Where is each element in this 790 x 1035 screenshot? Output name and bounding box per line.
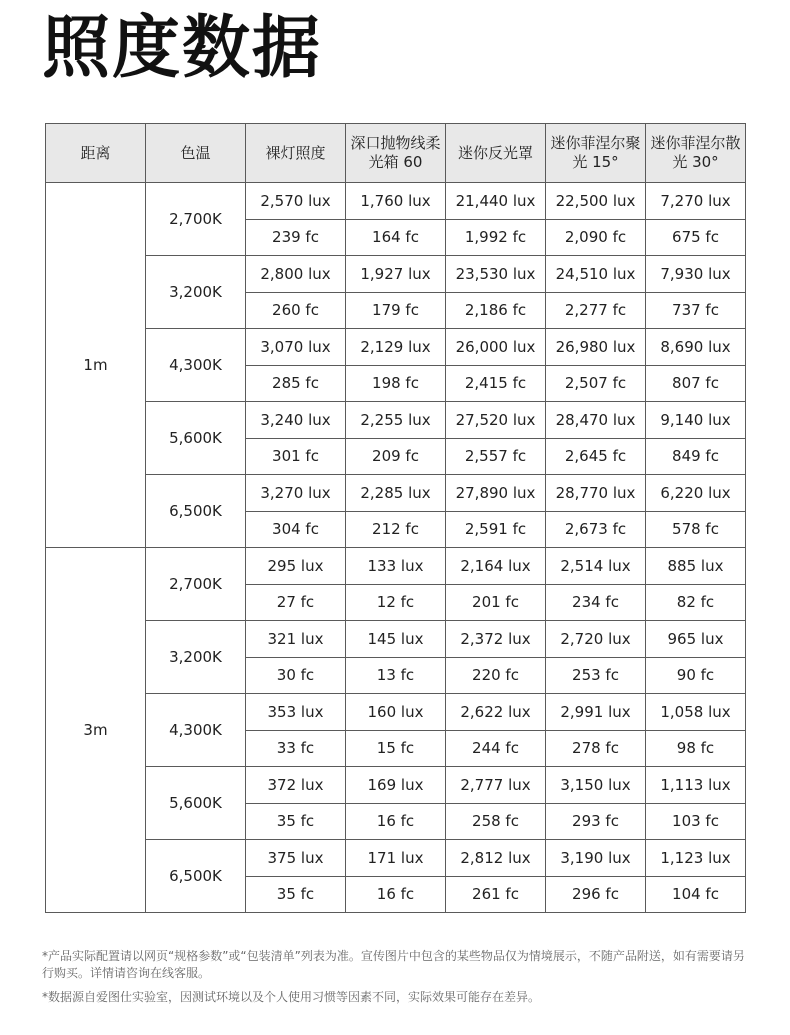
lux-value-cell: 26,000 lux	[446, 329, 546, 366]
fc-value-cell: 103 fc	[646, 803, 746, 840]
distance-cell: 3m	[46, 548, 146, 913]
color-temp-cell: 3,200K	[146, 256, 246, 329]
color-temp-cell: 2,700K	[146, 548, 246, 621]
distance-cell: 1m	[46, 183, 146, 548]
table-row	[46, 548, 746, 585]
lux-value-cell: 22,500 lux	[546, 183, 646, 220]
lux-value-cell: 27,890 lux	[446, 475, 546, 512]
lux-value-cell: 145 lux	[346, 621, 446, 658]
table-row	[46, 402, 746, 439]
fc-value-cell: 35 fc	[246, 803, 346, 840]
fc-value-cell: 578 fc	[646, 511, 746, 548]
fc-value-cell: 82 fc	[646, 584, 746, 621]
table-row	[46, 840, 746, 877]
fc-value-cell: 849 fc	[646, 438, 746, 475]
lux-value-cell: 1,058 lux	[646, 694, 746, 731]
lux-value-cell: 2,812 lux	[446, 840, 546, 877]
header-bare-light: 裸灯照度	[246, 124, 346, 183]
page-title: 照度数据	[42, 9, 323, 88]
fc-value-cell: 15 fc	[346, 730, 446, 767]
fc-value-cell: 244 fc	[446, 730, 546, 767]
fc-value-cell: 33 fc	[246, 730, 346, 767]
fc-value-cell: 90 fc	[646, 657, 746, 694]
fc-value-cell: 164 fc	[346, 219, 446, 256]
lux-value-cell: 2,372 lux	[446, 621, 546, 658]
lux-value-cell: 375 lux	[246, 840, 346, 877]
lux-value-cell: 2,720 lux	[546, 621, 646, 658]
lux-value-cell: 24,510 lux	[546, 256, 646, 293]
table-row	[46, 621, 746, 658]
footnote-data-source: *数据源自爱图仕实验室，因测试环境以及个人使用习惯等因素不同，实际效果可能存在差异。	[42, 990, 541, 1004]
fc-value-cell: 12 fc	[346, 584, 446, 621]
color-temp-cell: 5,600K	[146, 402, 246, 475]
fc-value-cell: 30 fc	[246, 657, 346, 694]
lux-value-cell: 2,129 lux	[346, 329, 446, 366]
lux-value-cell: 3,240 lux	[246, 402, 346, 439]
color-temp-cell: 6,500K	[146, 840, 246, 913]
illuminance-table	[45, 123, 746, 913]
lux-value-cell: 26,980 lux	[546, 329, 646, 366]
fc-value-cell: 1,992 fc	[446, 219, 546, 256]
lux-value-cell: 28,770 lux	[546, 475, 646, 512]
lux-value-cell: 1,123 lux	[646, 840, 746, 877]
fc-value-cell: 2,673 fc	[546, 511, 646, 548]
fc-value-cell: 201 fc	[446, 584, 546, 621]
fc-value-cell: 258 fc	[446, 803, 546, 840]
fc-value-cell: 675 fc	[646, 219, 746, 256]
fc-value-cell: 212 fc	[346, 511, 446, 548]
color-temp-cell: 4,300K	[146, 329, 246, 402]
lux-value-cell: 372 lux	[246, 767, 346, 804]
table-row	[46, 475, 746, 512]
lux-value-cell: 321 lux	[246, 621, 346, 658]
lux-value-cell: 9,140 lux	[646, 402, 746, 439]
fc-value-cell: 2,277 fc	[546, 292, 646, 329]
fc-value-cell: 234 fc	[546, 584, 646, 621]
lux-value-cell: 2,164 lux	[446, 548, 546, 585]
lux-value-cell: 2,622 lux	[446, 694, 546, 731]
table-row	[46, 767, 746, 804]
lux-value-cell: 160 lux	[346, 694, 446, 731]
header-fresnel-flood: 迷你菲涅尔散光 30°	[646, 124, 746, 183]
fc-value-cell: 104 fc	[646, 876, 746, 913]
fc-value-cell: 2,645 fc	[546, 438, 646, 475]
lux-value-cell: 885 lux	[646, 548, 746, 585]
header-parabolic-softbox: 深口抛物线柔光箱 60	[346, 124, 446, 183]
fc-value-cell: 737 fc	[646, 292, 746, 329]
color-temp-cell: 6,500K	[146, 475, 246, 548]
fc-value-cell: 209 fc	[346, 438, 446, 475]
fc-value-cell: 304 fc	[246, 511, 346, 548]
fc-value-cell: 239 fc	[246, 219, 346, 256]
fc-value-cell: 2,507 fc	[546, 365, 646, 402]
color-temp-cell: 5,600K	[146, 767, 246, 840]
lux-value-cell: 7,930 lux	[646, 256, 746, 293]
fc-value-cell: 13 fc	[346, 657, 446, 694]
lux-value-cell: 353 lux	[246, 694, 346, 731]
color-temp-cell: 3,200K	[146, 621, 246, 694]
table-header-row	[46, 124, 746, 183]
fc-value-cell: 2,591 fc	[446, 511, 546, 548]
lux-value-cell: 2,570 lux	[246, 183, 346, 220]
table-row	[46, 183, 746, 220]
lux-value-cell: 6,220 lux	[646, 475, 746, 512]
fc-value-cell: 296 fc	[546, 876, 646, 913]
header-fresnel-spot: 迷你菲涅尔聚光 15°	[546, 124, 646, 183]
lux-value-cell: 965 lux	[646, 621, 746, 658]
lux-value-cell: 3,070 lux	[246, 329, 346, 366]
fc-value-cell: 220 fc	[446, 657, 546, 694]
lux-value-cell: 2,991 lux	[546, 694, 646, 731]
fc-value-cell: 285 fc	[246, 365, 346, 402]
fc-value-cell: 301 fc	[246, 438, 346, 475]
footnote-config: *产品实际配置请以网页“规格参数”或“包装清单”列表为准。宣传图片中包含的某些物品仅为情境展示，不随产品附送，如有需要请另行购买。详情请咨询在线客服。	[42, 949, 745, 980]
lux-value-cell: 8,690 lux	[646, 329, 746, 366]
fc-value-cell: 2,186 fc	[446, 292, 546, 329]
fc-value-cell: 260 fc	[246, 292, 346, 329]
fc-value-cell: 35 fc	[246, 876, 346, 913]
header-distance: 距离	[46, 124, 146, 183]
fc-value-cell: 198 fc	[346, 365, 446, 402]
lux-value-cell: 2,514 lux	[546, 548, 646, 585]
fc-value-cell: 16 fc	[346, 803, 446, 840]
fc-value-cell: 27 fc	[246, 584, 346, 621]
fc-value-cell: 2,415 fc	[446, 365, 546, 402]
fc-value-cell: 16 fc	[346, 876, 446, 913]
lux-value-cell: 21,440 lux	[446, 183, 546, 220]
color-temp-cell: 4,300K	[146, 694, 246, 767]
table-row	[46, 256, 746, 293]
fc-value-cell: 807 fc	[646, 365, 746, 402]
lux-value-cell: 2,285 lux	[346, 475, 446, 512]
lux-value-cell: 7,270 lux	[646, 183, 746, 220]
color-temp-cell: 2,700K	[146, 183, 246, 256]
lux-value-cell: 28,470 lux	[546, 402, 646, 439]
header-color-temp: 色温	[146, 124, 246, 183]
lux-value-cell: 1,760 lux	[346, 183, 446, 220]
lux-value-cell: 3,190 lux	[546, 840, 646, 877]
table-row	[46, 329, 746, 366]
lux-value-cell: 2,800 lux	[246, 256, 346, 293]
fc-value-cell: 278 fc	[546, 730, 646, 767]
lux-value-cell: 27,520 lux	[446, 402, 546, 439]
lux-value-cell: 133 lux	[346, 548, 446, 585]
header-mini-reflector: 迷你反光罩	[446, 124, 546, 183]
lux-value-cell: 169 lux	[346, 767, 446, 804]
fc-value-cell: 2,557 fc	[446, 438, 546, 475]
fc-value-cell: 293 fc	[546, 803, 646, 840]
fc-value-cell: 179 fc	[346, 292, 446, 329]
fc-value-cell: 261 fc	[446, 876, 546, 913]
lux-value-cell: 1,113 lux	[646, 767, 746, 804]
fc-value-cell: 253 fc	[546, 657, 646, 694]
lux-value-cell: 171 lux	[346, 840, 446, 877]
fc-value-cell: 2,090 fc	[546, 219, 646, 256]
lux-value-cell: 295 lux	[246, 548, 346, 585]
lux-value-cell: 1,927 lux	[346, 256, 446, 293]
lux-value-cell: 2,777 lux	[446, 767, 546, 804]
lux-value-cell: 23,530 lux	[446, 256, 546, 293]
lux-value-cell: 3,270 lux	[246, 475, 346, 512]
lux-value-cell: 3,150 lux	[546, 767, 646, 804]
fc-value-cell: 98 fc	[646, 730, 746, 767]
table-row	[46, 694, 746, 731]
lux-value-cell: 2,255 lux	[346, 402, 446, 439]
